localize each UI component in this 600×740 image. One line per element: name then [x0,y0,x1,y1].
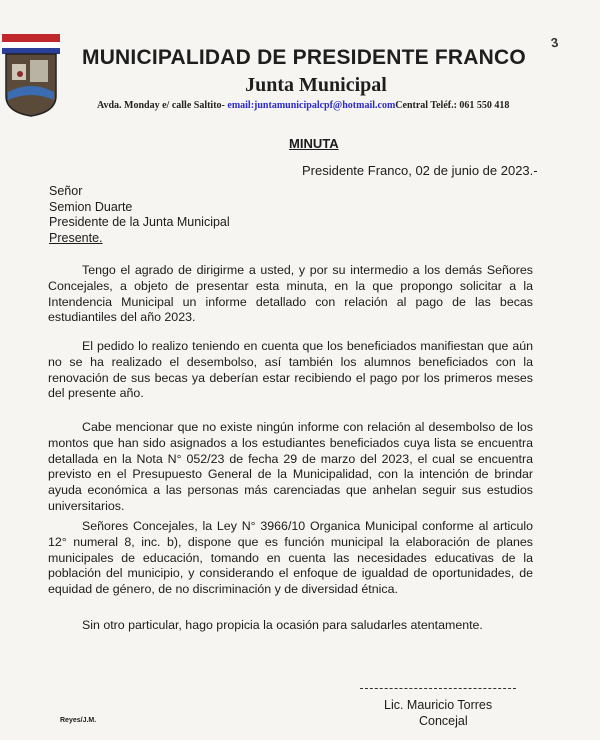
email-link[interactable]: email:juntamunicipalcpf@hotmail.com [227,100,396,111]
addressee-position: Presidente de la Junta Municipal [49,215,230,229]
addressee-salutation: Señor [49,184,83,198]
document-title: MINUTA [289,136,339,151]
address-text: Avda. Monday e/ calle Saltito- [97,100,228,111]
org-subtitle: Junta Municipal [245,74,387,96]
reference-initials: Reyes/J.M. [60,717,97,724]
body-paragraph: El pedido lo realizo teniendo en cuenta que los beneficiados manifiestan que aún no se ha realizado el desembolso, así también los alumnos beneficiados con la renovación de sus becas ya deberían estar recibiendo el pago por los primeros meses del presente año. [48,339,533,401]
addressee-block [49,184,230,246]
signer-role: Concejal [419,714,468,728]
body-paragraph: Cabe mencionar que no existe ningún informe con relación al desembolso de los montos que han sido asignados a los estudiantes beneficiados cuya lista se encuentra detallada en la Nota N° 052/23 de fecha 29 de marzo del 2023, el cual se encuentra previsto en el Presupuesto General de la Municipalidad, con la intención de brindar ayuda económica a las personas más carenciadas que anhelan seguir sus estudios universitarios. [48,420,533,513]
signer-name: Lic. Mauricio Torres [384,698,493,712]
phone-text: Central Teléf.: 061 550 418 [395,100,510,111]
body-paragraph: Tengo el agrado de dirigirme a usted, y por su intermedio a los demás Señores Concejales, a objeto de presentar esta minuta, en la que propongo solicitar a la Intendencia Municipal un informe detallado con relación al pago de las becas estudiantiles del año 2023. [48,263,533,325]
addressee-closing: Presente. [49,230,103,245]
contact-line [97,100,537,111]
addressee-name: Semion Duarte [49,199,133,214]
body-paragraph: Señores Concejales, la Ley N° 3966/10 Organica Municipal conforme al articulo 12° numeral 8, inc. b), dispone que es función municipal la elaboración de planes municipales de educación, tomando en cuenta las necesidades educativas de la población del municipio, y considerando el enfoque de igualdad de oportunidades, de equidad de género, de no discriminación y de diversidad étnica. [48,519,533,597]
org-name: MUNICIPALIDAD DE PRESIDENTE FRANCO [82,46,526,69]
municipal-coat-of-arms-icon [0,30,72,118]
page-number: 3 [549,34,560,51]
closing-paragraph: Sin otro particular, hago propicia la ocasión para saludarles atentamente. [82,618,483,632]
place-date: Presidente Franco, 02 de junio de 2023.- [302,163,538,178]
signature-line [360,688,516,689]
